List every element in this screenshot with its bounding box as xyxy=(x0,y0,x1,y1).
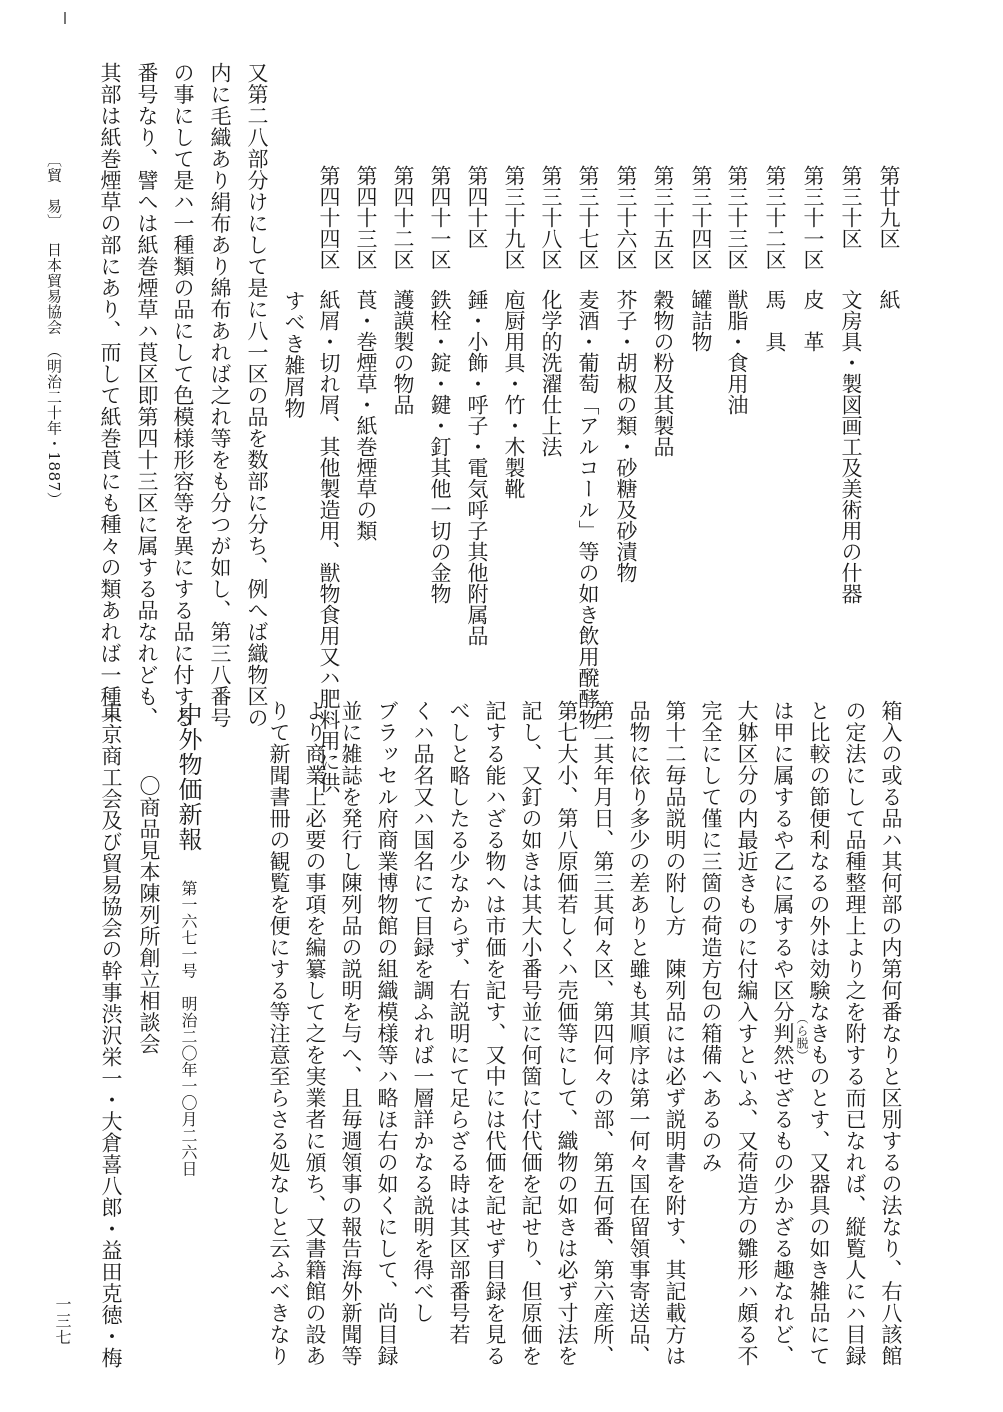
list-item xyxy=(355,165,376,685)
item-title: 錘・小飾・呼子・電気呼子其他附属品 xyxy=(465,289,489,646)
item-title: 護謨製の物品 xyxy=(391,289,415,415)
item-title: 穀物の粉及其製品 xyxy=(651,289,675,457)
article-body-line: 東京商工会及び貿易協会の幹事渋沢栄一・大倉喜八郎・益田克徳・梅 xyxy=(99,702,123,1369)
paragraph-line: は甲に属するや乙に属するや区分判然せざるもの少かざる趣なれど、 xyxy=(771,700,795,1367)
item-number: 第三十六区 xyxy=(614,165,638,270)
paragraph-line: 其部は紙巻煙草の部にあり、而して紙巻莨にも種々の類あれば一種一 xyxy=(98,62,122,729)
paragraph-line: と比較の節便利なるの外は効験なきものとす、又器具の如き雑品にて xyxy=(807,700,831,1367)
item-title: 皮 革 xyxy=(801,289,825,352)
paragraph-line: くハ品名又ハ国名にて目録を調ふれば一層詳かなる説明を得べし xyxy=(411,700,435,1324)
item-number: 第四十二区 xyxy=(391,165,415,270)
paragraph-line: の定法にして品種整理上より之を附する而已なれば、縦覧人にハ目録 xyxy=(843,700,867,1367)
item-title: 莨・巻煙草・紙巻煙草の類 xyxy=(354,289,378,541)
list-item xyxy=(466,165,487,685)
item-title: 文房具・製図画工及美術用の什器 xyxy=(839,289,863,604)
paragraph-line: 第七大小、第八原価若しくハ売価等にして、織物の如きは必ず寸法を xyxy=(555,700,579,1367)
list-item xyxy=(392,165,413,685)
paragraph-line: 完全にして僅に三箇の荷造方包の箱備へあるのみ xyxy=(699,700,723,1173)
paper-title: 中外物価新報 xyxy=(174,702,202,852)
list-item xyxy=(840,165,861,685)
list-item xyxy=(726,165,747,685)
item-number: 第三十四区 xyxy=(689,165,713,270)
item-number: 第四十三区 xyxy=(354,165,378,270)
paragraph-line: 記する能ハざる物へは市価を記す、又中には代価を記せず目録を見る xyxy=(483,700,507,1367)
list-item xyxy=(878,165,899,685)
paragraph-line: 箱入の或る品ハ其何部の内第何番なりと区別するの法なり、右八該館 xyxy=(879,700,903,1367)
paragraph-line: 大躰区分の内最近きものに付編入すといふ、又荷造方の雛形ハ頗る不 xyxy=(735,700,759,1367)
binding-mark xyxy=(64,12,66,24)
item-title: 獣脂・食用油 xyxy=(725,289,749,415)
list-item xyxy=(652,165,673,685)
item-title: 馬 具 xyxy=(763,289,787,352)
paragraph-line: りて新聞書冊の観覧を便にする等注意至らさる処なしと云ふべきなり xyxy=(267,700,291,1367)
item-number: 第三十八区 xyxy=(539,165,563,270)
paragraph-line: 記し、又釘の如きは其大小番号並に何箇に付代価を記せり、但原価を xyxy=(519,700,543,1367)
paragraph-line: の事にして是ハ一種類の品にして色模様形容等を異にする品に付する xyxy=(171,62,195,729)
page-number: 一三七 xyxy=(53,1296,72,1346)
list-item xyxy=(503,165,524,685)
list-item xyxy=(576,165,600,730)
paragraph-line: 品物に依り多少の差ありと雖も其順序は第一何々国在留領事寄送品、 xyxy=(627,700,651,1367)
item-number: 第三十九区 xyxy=(502,165,526,270)
item-number: 第三十区 xyxy=(839,165,863,249)
list-item xyxy=(615,165,636,685)
list-item xyxy=(540,165,561,685)
item-title: 鉄栓・錠・鍵・釘其他一切の金物 xyxy=(428,289,452,604)
item-number: 第三十一区 xyxy=(801,165,825,270)
item-title: 紙屑・切れ屑、其他製造用、獣物食用又ハ肥料用に供 xyxy=(317,289,341,793)
list-item xyxy=(764,165,785,685)
paragraph-line: 第十二毎品説明の附し方 陳列品には必ず説明書を附す、其記載方は xyxy=(663,700,687,1367)
paragraph-line: 第二其年月日、第三其何々区、第四何々の部、第五何番、第六産所、 xyxy=(591,700,615,1367)
paragraph-line: 又第二八部分けにして是に八一区の品を数部に分ち、例へば織物区の xyxy=(245,62,269,729)
item-title: 罐詰物 xyxy=(689,289,713,352)
paragraph-line: 並に雑誌を発行し陳列品の説明を与へ、且毎週領事の報告海外新聞等 xyxy=(339,700,363,1367)
item-title: 紙 xyxy=(877,289,901,310)
item-title: 化学的洗濯仕上法 xyxy=(539,289,563,457)
list-item xyxy=(429,165,450,685)
item-number: 第四十四区 xyxy=(317,165,341,270)
item-number: 第三十二区 xyxy=(763,165,787,270)
paragraph-line: 内に毛織あり絹布あり綿布あれば之れ等をも分つが如し、第三八番号 xyxy=(208,62,232,729)
item-number: 第四十一区 xyxy=(428,165,452,270)
list-item xyxy=(802,165,823,685)
item-number: 第三十七区 xyxy=(576,165,600,270)
paragraph-line: より商業上必要の事項を編纂して之を実業者に頒ち、又書籍館の設あ xyxy=(303,700,327,1367)
list-item xyxy=(690,165,711,685)
item-continuation: すべき雑屑物 xyxy=(282,290,306,419)
header-source: 日本貿易協会 （明治二十年・1887） xyxy=(45,242,63,508)
header-category: 〔貿 易〕 xyxy=(45,152,63,230)
paragraph-line: 番号なり、譬へは紙巻煙草ハ莨区即第四十三区に属する品なれども、 xyxy=(135,62,159,729)
paragraph-line: べしと略したる少なからず、右説明にて足らざる時は其区部番号若 xyxy=(447,700,471,1345)
article-headline: 〇商品見本陳列所創立相談会 xyxy=(137,775,161,1055)
item-title: 麦酒・葡萄「アルコール」等の如き飲用醗酵物 xyxy=(576,289,600,730)
list-item xyxy=(317,165,341,793)
item-number: 第三十五区 xyxy=(651,165,675,270)
item-number: 第廿九区 xyxy=(877,165,901,249)
item-title: 芥子・胡椒の類・砂糖及砂漬物 xyxy=(614,289,638,583)
item-number: 第四十区 xyxy=(465,165,489,249)
item-title: 庖厨用具・竹・木製靴 xyxy=(502,289,526,499)
issue-line: 第一六七一号 明治二〇年一〇月二六日 xyxy=(179,880,198,1177)
item-number: 第三十三区 xyxy=(725,165,749,270)
correction-note: （ら脱） xyxy=(795,1012,809,1062)
paragraph-line: ブラッセル府商業博物館の組織模様等ハ略ほ右の如くにして、尚目録 xyxy=(375,700,399,1367)
